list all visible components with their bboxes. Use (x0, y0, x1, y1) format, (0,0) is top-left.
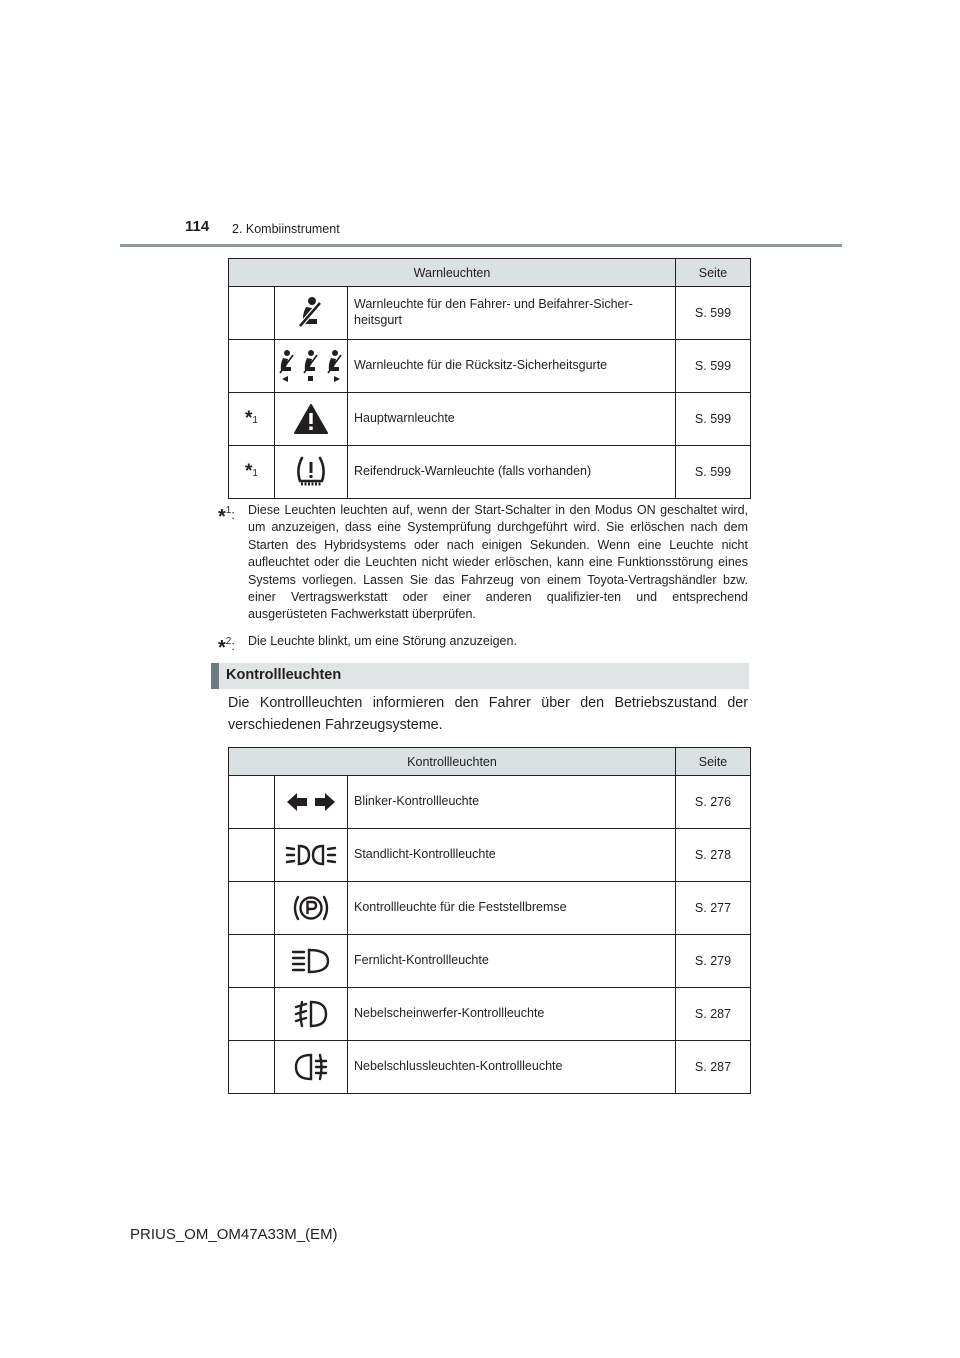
row-page-ref: S. 277 (676, 882, 751, 935)
chapter-title: 2. Kombiinstrument (232, 222, 340, 236)
footnote-2 (218, 633, 748, 659)
row-description: Standlicht-Kontrollleuchte (348, 829, 676, 882)
row-note (229, 776, 275, 829)
row-description: Fernlicht-Kontrollleuchte (348, 935, 676, 988)
rear-seatbelts-icon (275, 340, 348, 393)
header-rule (120, 244, 842, 247)
row-description: Nebelscheinwerfer-Kontrollleuchte (348, 988, 676, 1041)
table-row (229, 1041, 751, 1094)
rear-fog-icon (275, 1041, 348, 1094)
row-page-ref: S. 599 (676, 287, 751, 340)
table-row (229, 446, 751, 499)
seatbelt-icon (275, 287, 348, 340)
row-description: Hauptwarnleuchte (348, 393, 676, 446)
footnote-text: Diese Leuchten leuchten auf, wenn der Start-Schalter in den Modus ON geschaltet wird, um anzuzeigen, dass eine Systemprüfung durchgeführt wird. Sie erlöschen nach dem Starten des Hybridsystems oder nach einigen Sekunden. Wenn eine Leuchte nicht aufleuchtet oder die Leuchten nicht wieder erlöschen, kann eine Funktionsstörung eines Systems vorliegen. Lassen Sie das Fahrzeug von einem Toyota-Vertragshändler bzw. einer Vertragswerkstatt oder einer anderen qualifizier-ten und entsprechend ausgerüsteten Fachwerkstatt überprüfen. (248, 503, 748, 622)
table-row (229, 882, 751, 935)
row-page-ref: S. 276 (676, 776, 751, 829)
section-title: Kontrollleuchten (226, 667, 342, 683)
column-header-seite: Seite (676, 748, 751, 776)
row-note (229, 988, 275, 1041)
footnote-1 (218, 502, 748, 624)
row-description: Reifendruck-Warnleuchte (falls vorhanden) (348, 446, 676, 499)
turn-signal-icon (275, 776, 348, 829)
row-page-ref: S. 278 (676, 829, 751, 882)
column-header-seite: Seite (676, 259, 751, 287)
column-header-warnleuchten: Warnleuchten (229, 259, 676, 287)
table-row (229, 287, 751, 340)
front-fog-icon (275, 988, 348, 1041)
row-note: *1 (229, 393, 275, 446)
warning-lights-table (228, 258, 751, 499)
row-page-ref: S. 287 (676, 988, 751, 1041)
row-page-ref: S. 599 (676, 340, 751, 393)
row-note (229, 829, 275, 882)
tail-light-icon (275, 829, 348, 882)
row-note (229, 935, 275, 988)
row-note (229, 340, 275, 393)
parking-brake-icon (275, 882, 348, 935)
row-note (229, 882, 275, 935)
section-accent (211, 663, 219, 689)
row-description: Warnleuchte für die Rücksitz-Sicherheitsgurte (348, 340, 676, 393)
row-description: Warnleuchte für den Fahrer- und Beifahrer-Sicher-heitsgurt (348, 287, 676, 340)
row-note (229, 1041, 275, 1094)
row-description: Kontrollleuchte für die Feststellbremse (348, 882, 676, 935)
table-row (229, 988, 751, 1041)
table-row (229, 829, 751, 882)
row-page-ref: S. 279 (676, 935, 751, 988)
row-note (229, 287, 275, 340)
page-number: 114 (185, 218, 210, 235)
table-row (229, 776, 751, 829)
section-heading (211, 663, 749, 689)
footnote-marker: *$^2$: (218, 636, 235, 659)
table-header-row (229, 748, 751, 776)
footnote-text: Die Leuchte blinkt, um eine Störung anzuzeigen. (248, 634, 517, 648)
row-note: *1 (229, 446, 275, 499)
section-intro: Die Kontrollleuchten informieren den Fahrer über den Betriebszustand der verschiedenen Fahrzeugsysteme. (228, 695, 748, 733)
row-description: Nebelschlussleuchten-Kontrollleuchte (348, 1041, 676, 1094)
footnote-marker: *$^1$: (218, 505, 235, 528)
document-id: PRIUS_OM_OM47A33M_(EM) (130, 1226, 338, 1243)
table-row (229, 935, 751, 988)
master-warning-icon (275, 393, 348, 446)
table-row (229, 340, 751, 393)
tire-pressure-icon (275, 446, 348, 499)
row-description: Blinker-Kontrollleuchte (348, 776, 676, 829)
table-header-row (229, 259, 751, 287)
row-page-ref: S. 287 (676, 1041, 751, 1094)
column-header-kontrollleuchten: Kontrollleuchten (229, 748, 676, 776)
row-page-ref: S. 599 (676, 393, 751, 446)
row-page-ref: S. 599 (676, 446, 751, 499)
table-row (229, 393, 751, 446)
high-beam-icon (275, 935, 348, 988)
indicator-lights-table (228, 747, 751, 1094)
